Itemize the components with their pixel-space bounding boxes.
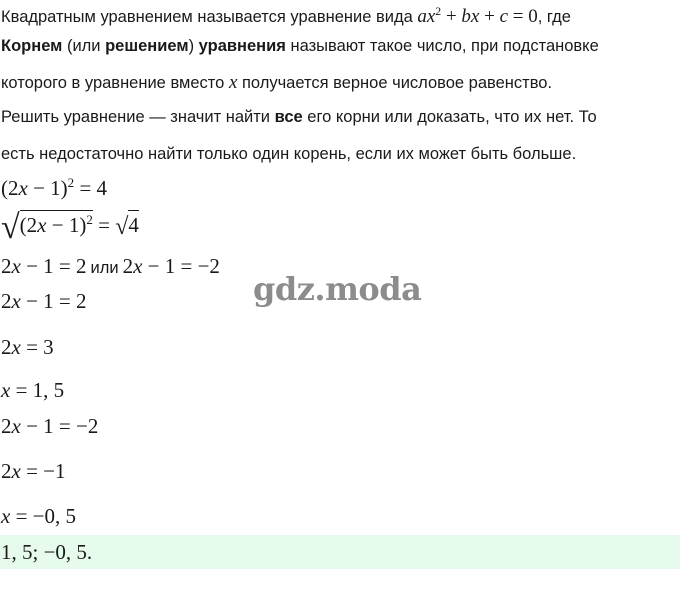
- definition-line-2: [1, 37, 599, 56]
- equation-cases: 2x − 1 = 2 или 2x − 1 = −2: [1, 254, 220, 278]
- definition-line-3-tail: получается верное числовое равенство.: [237, 74, 553, 92]
- definition-line-5: [1, 145, 576, 164]
- variable-x: x: [228, 72, 238, 93]
- case1-result: x = 1, 5: [1, 378, 65, 402]
- definition-line-5-text: есть недостаточно найти только один корень, если их может быть больше.: [1, 145, 577, 163]
- case2-step1: 2x − 1 = −2: [1, 414, 99, 438]
- watermark-logo: gdz.moda: [253, 270, 422, 308]
- radical-sign-small: √: [115, 214, 129, 240]
- term-root: Корнем: [1, 37, 63, 55]
- radicand: $(2x - 1)^2$: [20, 210, 93, 238]
- definition-line-1: [1, 6, 571, 28]
- definition-line-3-head: которого в уравнение вместо: [1, 74, 229, 92]
- answer-values: 1, 5; −0, 5.: [1, 540, 93, 564]
- case1-step1: 2x − 1 = 2: [1, 289, 87, 313]
- radicand-4: 4: [128, 210, 139, 238]
- paren-close: ): [188, 37, 199, 55]
- definition-line-3: [1, 72, 552, 94]
- term-solution: решением: [105, 37, 189, 55]
- definition-line-4-head: Решить уравнение — значит найти: [1, 108, 275, 126]
- equation-square-root: $√(2x - 1)^2 = √4$: [1, 209, 139, 246]
- case1-step2: 2x = 3: [1, 335, 54, 359]
- term-all: все: [274, 108, 303, 126]
- connector-or: или: [90, 259, 119, 277]
- answer-highlight: [0, 535, 680, 569]
- case2-step2: 2x = −1: [1, 459, 66, 483]
- equation-original: $(2x - 1)^2 = 4$: [1, 175, 108, 200]
- definition-line-2-tail: называют такое число, при подстановке: [285, 37, 599, 55]
- paren-open: (или: [62, 37, 106, 55]
- case2-result: x = −0, 5: [1, 504, 77, 528]
- quadratic-form-formula: $ax^2$ + bx + c = 0: [417, 4, 538, 27]
- definition-line-4: [1, 108, 597, 127]
- definition-line-4-tail: его корни или доказать, что их нет. То: [302, 108, 597, 126]
- definition-text: Квадратным уравнением называется уравнение вида: [1, 8, 413, 26]
- term-equation: уравнения: [198, 37, 286, 55]
- radical-sign: √: [1, 209, 20, 246]
- definition-tail: , где: [537, 8, 571, 26]
